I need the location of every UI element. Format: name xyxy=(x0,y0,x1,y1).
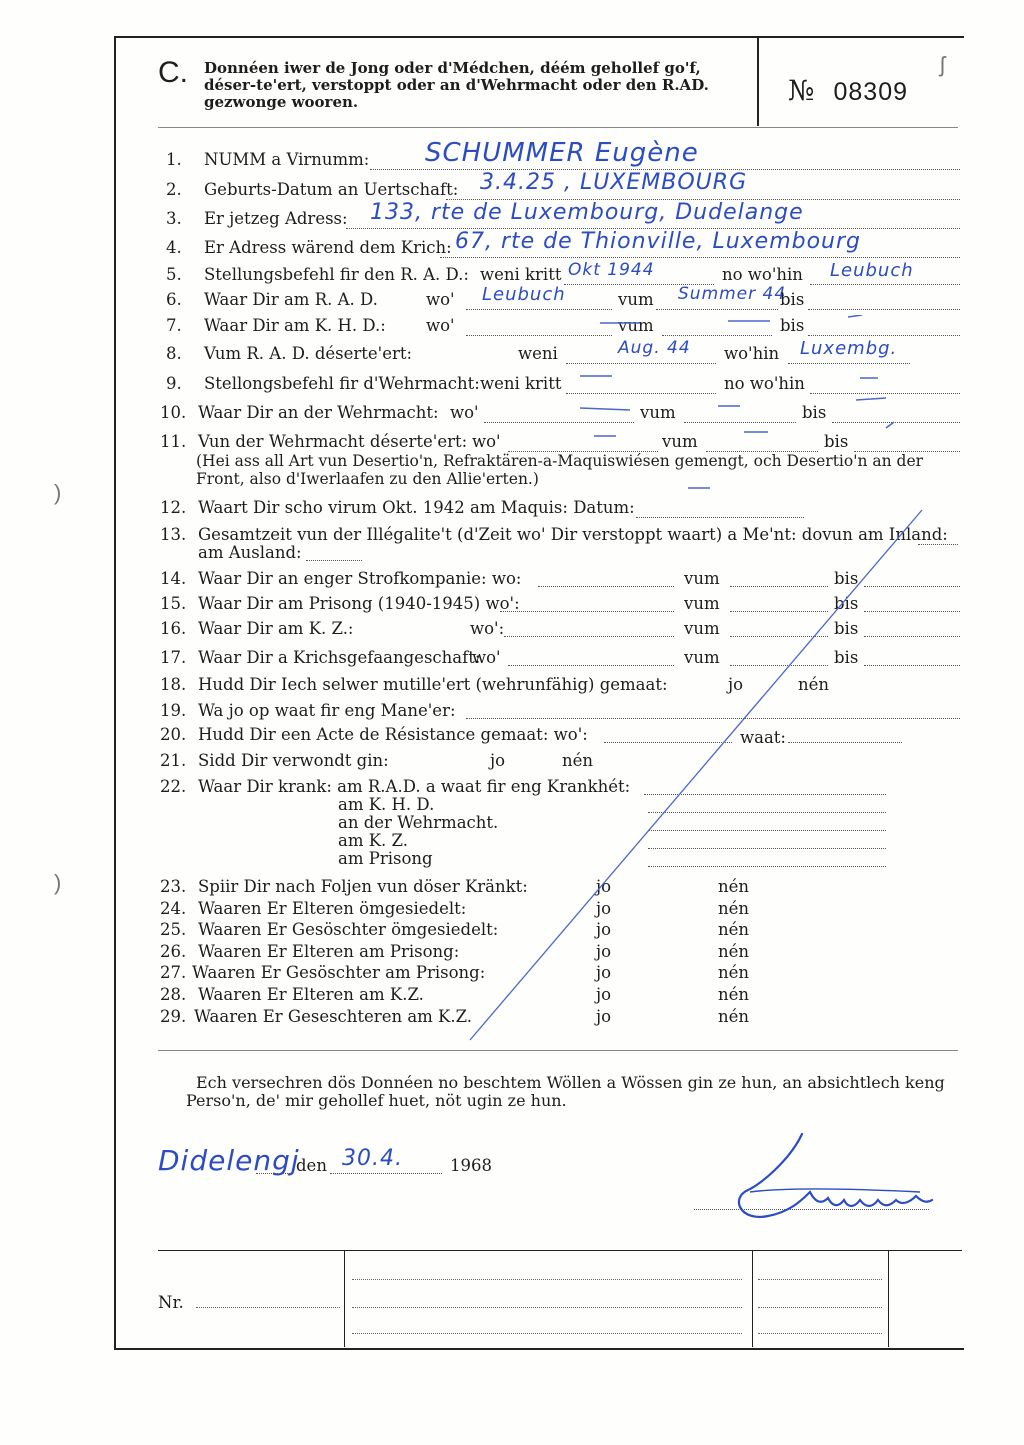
row-2: 2. Geburts-Datum an Uertschaft: xyxy=(166,180,459,199)
row-19: 19. Wa jo op waat fir eng Mane'er: xyxy=(160,701,456,720)
number-value: 08309 xyxy=(833,78,909,106)
row-12: 12. Waart Dir scho virum Okt. 1942 am Maquis: Datum: xyxy=(160,498,635,517)
row-27: 27. Waaren Er Gesöschter am Prisong: xyxy=(160,963,486,982)
address-handwritten: 133, rte de Luxembourg, Dudelange xyxy=(370,200,804,225)
row-11: 11. Vun der Wehrmacht déserte'ert: xyxy=(160,432,468,451)
number-symbol: № xyxy=(788,74,816,107)
footer-grid xyxy=(158,1250,962,1347)
row-26: 26. Waaren Er Elteren am Prisong: xyxy=(160,942,460,961)
place-handwritten: Didelengj xyxy=(158,1144,300,1177)
row-6: 6. Waar Dir am R. A. D. xyxy=(166,290,378,309)
row-3: 3. Er jetzeg Adress: xyxy=(166,209,348,228)
row-10: 10. Waar Dir an der Wehrmacht: xyxy=(160,403,439,422)
row-9: 9. Stellongsbefehl fir d'Wehrmacht: xyxy=(166,374,480,393)
note-11: (Hei ass all Art vun Desertio'n, Refraktären-a-Maquiswiésen gemengt, och Desertio'n an der Front, also d'Iwerlaafen zu den Allie'erten.) xyxy=(196,452,924,488)
row-23: 23. Spiir Dir nach Foljen vun döser Kränkt: xyxy=(160,877,528,896)
war-address-handwritten: 67, rte de Thionville, Luxembourg xyxy=(455,229,862,254)
header-divider xyxy=(757,38,759,126)
header-rule xyxy=(158,127,958,128)
row-18: 18. Hudd Dir Iech selwer mutille'ert (wehrunfähig) gemaat: xyxy=(160,675,668,694)
serial-number xyxy=(788,74,908,107)
row-4: 4. Er Adress wärend dem Krich: xyxy=(166,238,452,257)
row-14: 14. Waar Dir an enger Strofkompanie: wo: xyxy=(160,569,522,588)
row-15: 15. Waar Dir am Prisong (1940-1945) wo': xyxy=(160,594,520,613)
declaration-text: Ech versechren dös Donnéen no beschtem Wöllen a Wössen gin ze hun, an absichtlech keng Perso'n, de' mir gehollef huet, nöt ugin ze hun. xyxy=(186,1073,945,1110)
signature xyxy=(720,1130,940,1230)
row-21: 21. Sidd Dir verwondt gin: xyxy=(160,751,389,770)
binder-mark-top: ) xyxy=(54,480,62,505)
row-5: 5. Stellungsbefehl fir den R. A. D.: xyxy=(166,265,469,284)
year-text: 1968 xyxy=(450,1156,492,1175)
row-29: 29. Waaren Er Geseschteren am K.Z. xyxy=(160,1007,473,1026)
birth-handwritten: 3.4.25 , LUXEMBOURG xyxy=(480,170,748,195)
row-20: 20. Hudd Dir een Acte de Résistance gemaat: wo': xyxy=(160,725,588,744)
row-22: 22. Waar Dir krank: am R.A.D. a waat fir eng Krankhét: xyxy=(160,777,631,796)
row-8: 8. Vum R. A. D. déserte'ert: xyxy=(166,344,413,363)
strike-through-line xyxy=(440,500,960,1060)
nr-label: Nr. xyxy=(158,1293,184,1312)
den-label: den xyxy=(296,1156,327,1175)
section-letter: C. xyxy=(158,56,188,89)
row-28: 28. Waaren Er Elteren am K.Z. xyxy=(160,985,424,1004)
dash-marks xyxy=(560,370,920,500)
name-handwritten: SCHUMMER Eugène xyxy=(425,138,699,168)
binder-mark-bottom: ) xyxy=(54,870,62,895)
row-13: 13. Gesamtzeit vun der Illégalite't (d'Zeit wo' Dir verstoppt waart) a Me'nt: dovun am Inland: xyxy=(160,525,948,544)
row-25: 25. Waaren Er Gesöschter ömgesiedelt: xyxy=(160,920,499,939)
row-16: 16. Waar Dir am K. Z.: xyxy=(160,619,354,638)
row-7: 7. Waar Dir am K. H. D.: xyxy=(166,316,386,335)
row-1: 1. NUMM a Virnumm: xyxy=(166,150,370,169)
dash-marks-row7 xyxy=(600,315,880,335)
row-24: 24. Waaren Er Elteren ömgesiedelt: xyxy=(160,899,467,918)
date-handwritten: 30.4. xyxy=(342,1146,403,1171)
row-17: 17. Waar Dir a Krichsgefaangeschaft: xyxy=(160,648,481,667)
form-heading: Donnéen iwer de Jong oder d'Médchen, déém gehollef go'f, déser-te'ert, verstoppt oder an d'Wehrmacht oder den R.AD. gezwonge wooren. xyxy=(204,59,709,111)
margin-pencil-mark: ʃ xyxy=(940,52,945,77)
